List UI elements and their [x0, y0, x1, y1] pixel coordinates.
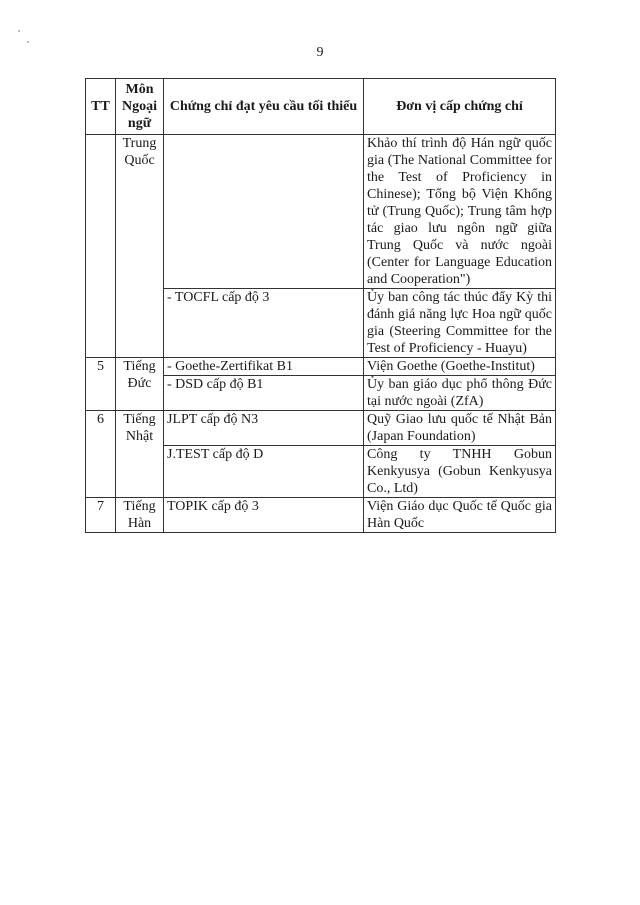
row-language: Tiếng Nhật — [116, 411, 164, 498]
row-issuer: Ủy ban giáo dục phổ thông Đức tại nước ngoài (ZfA) — [364, 376, 556, 411]
header-issuer: Đơn vị cấp chứng chỉ — [364, 79, 556, 135]
scan-speck — [18, 30, 20, 32]
table-row — [86, 135, 556, 289]
row-tt — [86, 135, 116, 358]
row-certificate: TOPIK cấp độ 3 — [164, 498, 364, 533]
row-issuer: Khảo thí trình độ Hán ngữ quốc gia (The National Committee for the Test of Proficiency in Chinese); Tổng bộ Viện Khổng tử (Trung Quốc); Trung tâm hợp tác giao lưu ngôn ngữ giữa Trung Quốc và nước ngoài (Center for Language Education and Cooperation") — [364, 135, 556, 289]
table-row — [86, 411, 556, 446]
row-language: Tiếng Hàn — [116, 498, 164, 533]
row-certificate: JLPT cấp độ N3 — [164, 411, 364, 446]
header-language: Môn Ngoại ngữ — [116, 79, 164, 135]
table-row — [86, 358, 556, 376]
row-issuer: Công ty TNHH Gobun Kenkyusya (Gobun Kenkyusya Co., Ltd) — [364, 446, 556, 498]
row-issuer: Viện Goethe (Goethe-Institut) — [364, 358, 556, 376]
row-tt: 7 — [86, 498, 116, 533]
row-tt: 5 — [86, 358, 116, 411]
table-header-row — [86, 79, 556, 135]
row-certificate: J.TEST cấp độ D — [164, 446, 364, 498]
header-tt: TT — [86, 79, 116, 135]
table-row — [86, 498, 556, 533]
row-issuer: Quỹ Giao lưu quốc tế Nhật Bản (Japan Foundation) — [364, 411, 556, 446]
row-language: Trung Quốc — [116, 135, 164, 358]
page-number: 9 — [316, 45, 324, 60]
row-tt: 6 — [86, 411, 116, 498]
row-certificate — [164, 135, 364, 289]
row-issuer: Viện Giáo dục Quốc tế Quốc gia Hàn Quốc — [364, 498, 556, 533]
row-language: Tiếng Đức — [116, 358, 164, 411]
row-certificate: - Goethe-Zertifikat B1 — [164, 358, 364, 376]
header-certificate: Chứng chỉ đạt yêu cầu tối thiểu — [164, 79, 364, 135]
certificate-table — [85, 78, 556, 533]
scan-speck — [27, 41, 29, 43]
row-certificate: - TOCFL cấp độ 3 — [164, 289, 364, 358]
row-issuer: Ủy ban công tác thúc đẩy Kỳ thi đánh giá năng lực Hoa ngữ quốc gia (Steering Committee for the Test of Proficiency - Huayu) — [364, 289, 556, 358]
row-certificate: - DSD cấp độ B1 — [164, 376, 364, 411]
